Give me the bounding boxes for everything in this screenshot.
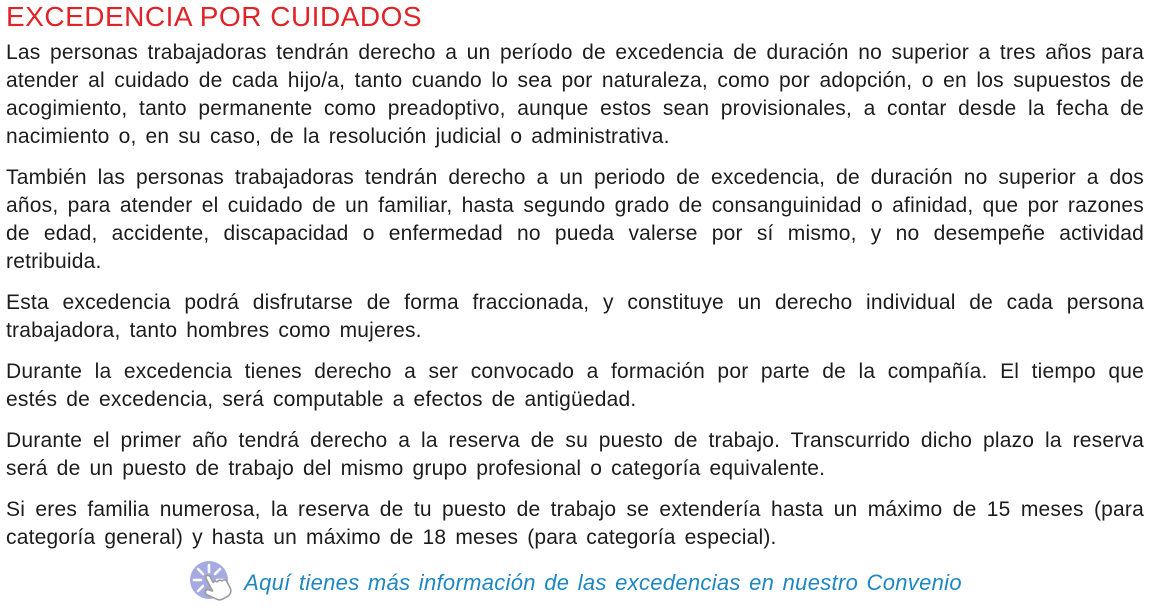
page-title: EXCEDENCIA POR CUIDADOS [6,1,423,32]
paragraph-excedencia-hijos: Las personas trabajadoras tendrán derecho a un período de excedencia de duración no superior a tres años para atender al cuidado de cada hijo/a, tanto cuando lo sea por naturaleza, como por adopción, o en los supuestos de acogimiento, tanto permanente como preadoptivo, aunque estos sean provisionales, a contar desde la fecha de nacimiento o, en su caso, de la resolución judicial o administrativa. [6,41,1144,148]
footer-link-row [6,559,1144,607]
click-hand-icon[interactable] [188,559,240,607]
convenio-info-link[interactable]: Aquí tienes más información de las excedencias en nuestro Convenio [244,570,962,595]
paragraph-excedencia-familiar: También las personas trabajadoras tendrán derecho a un periodo de excedencia, de duración no superior a dos años, para atender el cuidado de un familiar, hasta segundo grado de consanguinidad o afinidad, que por razones de edad, accidente, discapacidad o enfermedad no pueda valerse por sí mismo, y no desempeñe actividad retribuida. [6,166,1144,273]
paragraph-fraccionada: Esta excedencia podrá disfrutarse de forma fraccionada, y constituye un derecho individual de cada persona trabajadora, tanto hombres como mujeres. [6,291,1144,342]
paragraph-formacion-antiguedad: Durante la excedencia tienes derecho a ser convocado a formación por parte de la compañía. El tiempo que estés de excedencia, será computable a efectos de antigüedad. [6,360,1144,411]
paragraph-reserva-puesto: Durante el primer año tendrá derecho a la reserva de su puesto de trabajo. Transcurrido dicho plazo la reserva será de un puesto de trabajo del mismo grupo profesional o categoría equivalente. [6,429,1144,480]
paragraph-familia-numerosa: Si eres familia numerosa, la reserva de tu puesto de trabajo se extendería hasta un máximo de 15 meses (para categoría general) y hasta un máximo de 18 meses (para categoría especial). [6,498,1144,549]
